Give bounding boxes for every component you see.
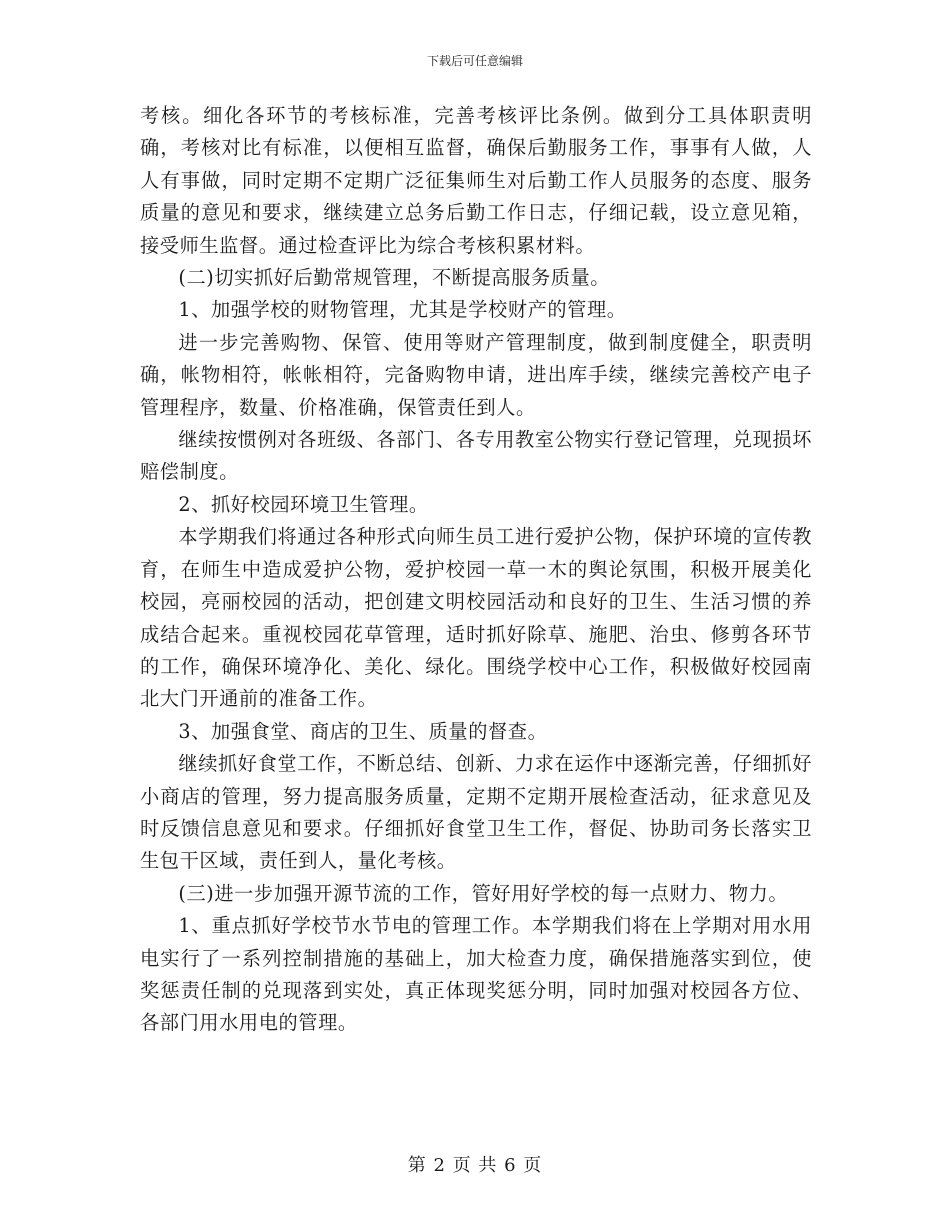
footer-middle: 页 共	[452, 1155, 498, 1176]
footer-page-number: 2	[433, 1155, 446, 1176]
page-header	[0, 53, 950, 69]
subsection-heading: 1、加强学校的财物管理，尤其是学校财产的管理。	[178, 298, 627, 322]
page-footer	[0, 1154, 950, 1178]
header-text: 下载后可任意编辑	[426, 54, 523, 68]
section-heading: (三)进一步加强开源节流的工作，管好用好学校的每一点财力、物力。	[178, 881, 789, 905]
footer-total-pages: 6	[504, 1155, 517, 1176]
paragraph: 继续按惯例对各班级、各部门、各专用教室公物实行登记管理，兑现损坏赔偿制度。	[140, 428, 812, 484]
paragraph: 1、重点抓好学校节水节电的管理工作。本学期我们将在上学期对用水用电实行了一系列控制措施的基础上，加大检查力度，确保措施落实到位，使奖惩责任制的兑现落到实处，真正体现奖惩分明，同时加强对校园各方位、各部门用水用电的管理。	[140, 914, 812, 1035]
section-heading: (二)切实抓好后勤常规管理，不断提高服务质量。	[178, 266, 611, 290]
paragraph: 进一步完善购物、保管、使用等财产管理制度，做到制度健全，职责明确，帐物相符，帐帐相符，完备购物申请，进出库手续，继续完善校产电子管理程序，数量、价格准确，保管责任到人。	[140, 330, 812, 419]
subsection-heading: 2、抓好校园环境卫生管理。	[178, 492, 429, 516]
paragraph: 考核。细化各环节的考核标准，完善考核评比条例。做到分工具体职责明确，考核对比有标准，以便相互监督，确保后勤服务工作，事事有人做，人人有事做，同时定期不定期广泛征集师生对后勤工作人员服务的态度、服务质量的意见和要求，继续建立总务后勤工作日志，仔细记载，设立意见箱，接受师生监督。通过检查评比为综合考核积累材料。	[140, 104, 812, 257]
paragraph: 本学期我们将通过各种形式向师生员工进行爱护公物，保护环境的宣传教育，在师生中造成爱护公物，爱护校园一草一木的舆论氛围，积极开展美化校园，亮丽校园的活动，把创建文明校园活动和良好的卫生、生活习惯的养成结合起来。重视校园花草管理，适时抓好除草、施肥、治虫、修剪各环节的工作，确保环境净化、美化、绿化。围绕学校中心工作，积极做好校园南北大门开通前的准备工作。	[140, 525, 812, 711]
footer-prefix: 第	[407, 1155, 427, 1176]
subsection-heading: 3、加强食堂、商店的卫生、质量的督查。	[178, 719, 548, 743]
footer-suffix: 页	[523, 1155, 543, 1176]
paragraph: 继续抓好食堂工作，不断总结、创新、力求在运作中逐渐完善，仔细抓好小商店的管理，努力提高服务质量，定期不定期开展检查活动，征求意见及时反馈信息意见和要求。仔细抓好食堂卫生工作，督促、协助司务长落实卫生包干区域，责任到人，量化考核。	[140, 752, 812, 873]
document-body	[140, 100, 812, 1040]
